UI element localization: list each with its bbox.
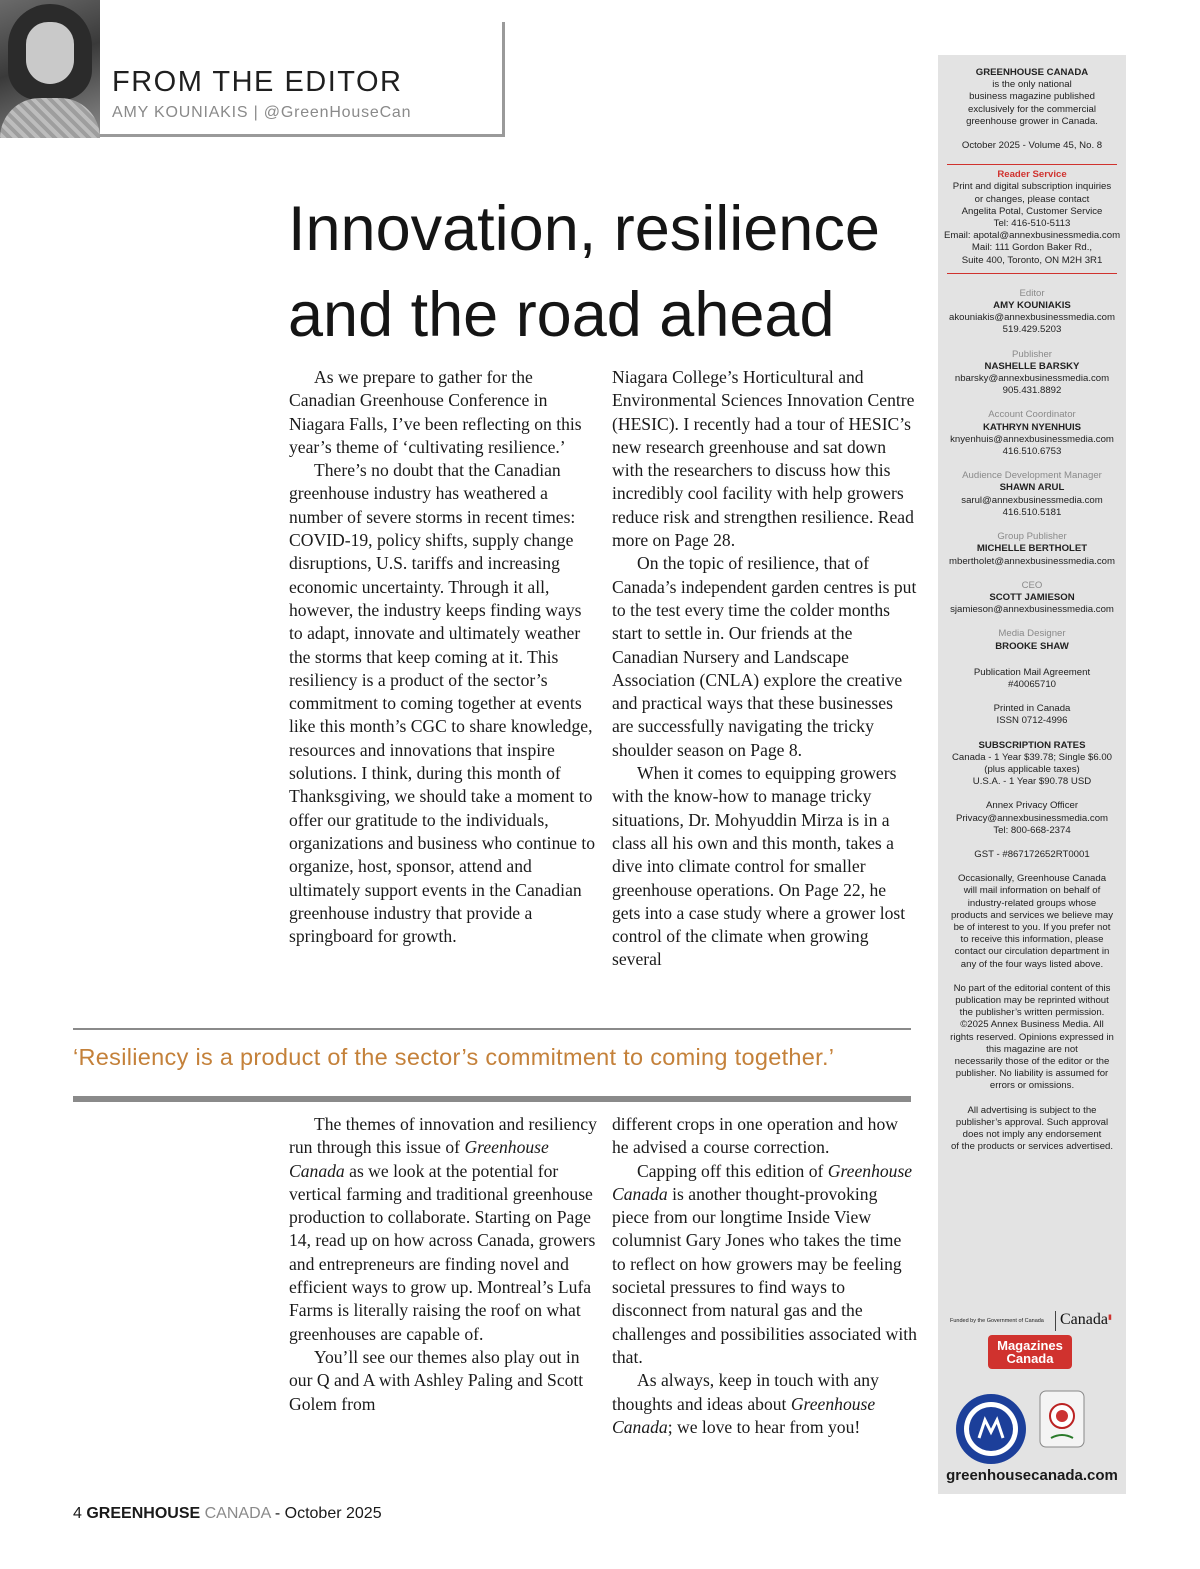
staff-role: Audience Development Manager	[962, 470, 1102, 482]
sub-line: (plus applicable taxes)	[984, 763, 1080, 775]
notice-line: No part of the editorial content of this	[953, 982, 1111, 994]
masthead-sidebar	[938, 55, 1126, 1494]
staff-name: NASHELLE BARSKY	[984, 360, 1080, 372]
funded-text: Funded by the Government of Canada	[950, 1318, 1044, 1324]
magcan-line: Magazines	[997, 1338, 1063, 1353]
reader-service-title: Reader Service	[997, 169, 1067, 181]
staff-role: Publisher	[1012, 348, 1052, 360]
rs-line: Angelita Potal, Customer Service	[961, 205, 1103, 217]
magazine-title: Greenhouse Canada	[289, 1137, 549, 1181]
flag-icon: ▮	[1108, 1314, 1112, 1321]
staff-phone: 416.510.5181	[1002, 506, 1062, 518]
footer-date: - October 2025	[274, 1505, 382, 1522]
paragraph: There’s no doubt that the Canadian greenhouse industry has weathered a number of severe storms in recent times: COVID-19, policy shifts, supply change disruptions, U.S. tariffs and increasing economic uncertainty. Through it all, however, the industry keeps finding ways to adapt, innovate and ultimately weather the storms that keep coming at it. This resiliency is a product of the sector’s commitment to coming together at events like this month’s CGC to share knowledge, resources and innovations that inspire solutions. I think, during this month of Thanksgiving, we should take a moment to offer our gratitude to the individuals, organizations and business who continue to organize, host, sponsor, attend and ultimately support events in the Canadian greenhouse industry that provide a springboard for growth.	[289, 460, 596, 947]
privacy-line: Annex Privacy Officer	[985, 800, 1079, 812]
staff-email: sarul@annexbusinessmedia.com	[961, 494, 1103, 506]
article-column-1	[289, 366, 599, 948]
staff-role: Editor	[1019, 287, 1045, 299]
pull-quote: ‘Resiliency is a product of the sector’s commitment to coming together.’	[73, 1044, 835, 1070]
privacy-line: Tel: 800-668-2374	[993, 824, 1071, 836]
mail-line: Publication Mail Agreement	[973, 666, 1091, 678]
staff-email: sjamieson@annexbusinessmedia.com	[950, 604, 1114, 616]
copyright-notice	[938, 983, 1126, 1093]
staff-role: CEO	[1021, 579, 1043, 591]
pull-quote-top-rule	[73, 1028, 911, 1030]
notice-line: rights reserved. Opinions expressed in	[950, 1031, 1114, 1043]
staff-name: KATHRYN NYENHUIS	[982, 421, 1082, 433]
notice-line: to receive this information, please	[960, 934, 1104, 946]
staff-phone: 905.431.8892	[1002, 385, 1062, 397]
intro-line: business magazine published	[969, 91, 1095, 103]
article-column-4	[612, 1113, 917, 1439]
notice-line: this magazine are not	[986, 1043, 1078, 1055]
staff-phone: 519.429.5203	[1002, 324, 1062, 336]
sub-title: SUBSCRIPTION RATES	[978, 739, 1086, 751]
paragraph	[612, 1369, 917, 1439]
masthead-title: GREENHOUSE CANADA	[975, 67, 1089, 78]
notice-line: publisher. No liability is assumed for	[955, 1068, 1109, 1080]
notice-line: will mail information on behalf of	[963, 885, 1101, 897]
staff-name: BROOKE SHAW	[995, 640, 1069, 652]
notice-line: publisher’s approval. Such approval	[955, 1116, 1109, 1128]
notice-line: Occasionally, Greenhouse Canada	[957, 873, 1107, 885]
section-kicker: FROM THE EDITOR	[112, 66, 403, 98]
mail-line: #40065710	[1007, 678, 1057, 690]
rs-line: Print and digital subscription inquiries	[952, 181, 1112, 193]
staff-audience-dev	[938, 470, 1126, 519]
staff-name: SCOTT JAMIESON	[989, 591, 1075, 603]
staff-publisher	[938, 349, 1126, 398]
notice-line: All advertising is subject to the	[967, 1104, 1097, 1116]
intro-line: exclusively for the commercial	[968, 103, 1096, 115]
staff-media-designer	[938, 628, 1126, 652]
editor-byline: AMY KOUNIAKIS | @GreenHouseCan	[112, 104, 412, 121]
text-run: As always, keep in touch with any thoughts and ideas about	[612, 1370, 879, 1414]
magazine-title: Greenhouse Canada	[612, 1393, 876, 1437]
staff-account-coordinator	[938, 409, 1126, 458]
rs-line: Mail: 111 Gordon Baker Rd.,	[971, 242, 1093, 254]
notice-line: contact our circulation department in	[954, 946, 1110, 958]
advertising-notice	[938, 1105, 1126, 1154]
notice-line: errors or omissions.	[989, 1080, 1075, 1092]
paragraph	[289, 1113, 599, 1346]
staff-role: Media Designer	[998, 628, 1066, 640]
government-of-canada-logo	[950, 1311, 1120, 1333]
mailing-notice	[938, 873, 1126, 971]
notice-line: necessarily those of the editor or the	[954, 1056, 1110, 1067]
headline-line-2: and the road ahead	[288, 280, 835, 350]
text-run: The themes of innovation and resiliency run through this issue of	[289, 1114, 597, 1158]
staff-email: akouniakis@annexbusinessmedia.com	[949, 312, 1115, 324]
paragraph-continued: different crops in one operation and how he advised a course correction.	[612, 1114, 898, 1158]
footer-mag-bold: GREENHOUSE	[86, 1505, 201, 1522]
rs-line: Suite 400, Toronto, ON M2H 3R1	[961, 254, 1103, 266]
notice-line: publication may be reprinted without	[955, 994, 1109, 1006]
canada-wordmark: Canada	[1060, 1311, 1108, 1328]
text-run: ; we love to hear from you!	[667, 1416, 861, 1437]
headline-line-1: Innovation, resilience	[288, 194, 880, 264]
pull-quote-bottom-rule	[73, 1096, 911, 1102]
rs-line: Email: apotal@annexbusinessmedia.com	[943, 230, 1121, 242]
mail-agreement	[938, 667, 1126, 691]
page-footer	[73, 1505, 382, 1523]
text-run: is another thought-provoking piece from our longtime Inside View columnist Gary Jones who takes the time to reflect on how growers may be feeling societal pressures to find ways to disconnect from natural gas and the challenges and possibilities associated with that.	[612, 1183, 917, 1367]
notice-line: ©2025 Annex Business Media. All	[960, 1019, 1104, 1031]
staff-name: SHAWN ARUL	[999, 482, 1065, 494]
editor-photo-face	[26, 22, 74, 84]
text-run: Capping off this edition of	[637, 1160, 828, 1181]
flowers-canada-seal-icon	[1039, 1390, 1085, 1448]
privacy-officer	[938, 800, 1126, 837]
staff-ceo	[938, 580, 1126, 617]
notice-line: industry-related groups whose	[967, 897, 1097, 909]
gst-number: GST - #867172652RT0001	[974, 848, 1090, 860]
staff-phone: 416.510.6753	[1002, 446, 1062, 458]
magazines-canada-logo	[988, 1335, 1072, 1369]
printed-line: ISSN 0712-4996	[996, 715, 1068, 727]
issue-info: October 2025 - Volume 45, No. 8	[961, 140, 1103, 152]
notice-line: does not imply any endorsement	[962, 1129, 1102, 1141]
staff-role: Group Publisher	[997, 531, 1067, 543]
rs-line: Tel: 416-510-5113	[993, 218, 1071, 230]
staff-role: Account Coordinator	[988, 409, 1076, 421]
notice-line: of the products or services advertised.	[950, 1141, 1114, 1153]
logo-separator	[1055, 1311, 1056, 1331]
website-url[interactable]: greenhousecanada.com	[946, 1467, 1118, 1484]
article-column-3	[289, 1113, 599, 1416]
subscription-rates	[938, 740, 1126, 789]
sub-line: U.S.A. - 1 Year $90.78 USD	[972, 776, 1092, 788]
aam-seal-icon	[954, 1392, 1028, 1466]
masthead-intro	[938, 79, 1126, 128]
reader-service	[938, 181, 1126, 266]
staff-editor	[938, 288, 1126, 337]
paragraph: You’ll see our themes also play out in our Q and A with Ashley Paling and Scott Golem from	[289, 1346, 584, 1414]
intro-line: is the only national	[992, 79, 1072, 91]
staff-email: knyenhuis@annexbusinessmedia.com	[950, 433, 1114, 445]
notice-line: the publisher’s written permission.	[959, 1007, 1105, 1019]
editor-photo	[0, 0, 100, 138]
paragraph: As we prepare to gather for the Canadian Greenhouse Conference in Niagara Falls, I’ve been reflecting on this year’s theme of ‘cultivating resilience.’	[289, 367, 582, 457]
paragraph: When it comes to equipping growers with the know-how to manage tricky situations, Dr. Mohyuddin Mirza is in a class all his own and this month, takes a dive into climate control for smaller greenhouse operations. On Page 22, he gets into a case study where a grower lost control of the climate when growing several	[612, 763, 906, 970]
staff-email: nbarsky@annexbusinessmedia.com	[954, 373, 1110, 385]
printed-line: Printed in Canada	[993, 703, 1071, 715]
notice-line: products and services we believe may	[950, 909, 1114, 921]
intro-line: greenhouse grower in Canada.	[966, 115, 1098, 127]
editor-photo-shoulders	[0, 98, 100, 138]
magazine-title: Greenhouse Canada	[612, 1160, 913, 1204]
rs-line: or changes, please contact	[974, 193, 1090, 205]
page-number: 4	[73, 1505, 82, 1522]
article-column-2	[612, 366, 917, 972]
staff-name: AMY KOUNIAKIS	[993, 300, 1071, 312]
privacy-line: Privacy@annexbusinessmedia.com	[955, 812, 1109, 824]
paragraph: On the topic of resilience, that of Canada’s independent garden centres is put to the test every time the colder months start to settle in. Our friends at the Canadian Nursery and Landscape Association (CNLA) explore the creative and practical ways that these businesses are successfully navigating the tricky shoulder season on Page 8.	[612, 553, 917, 760]
notice-line: be of interest to you. If you prefer not	[953, 921, 1111, 933]
printed-info	[938, 703, 1126, 727]
notice-line: any of the four ways listed above.	[960, 958, 1104, 970]
article-headline	[288, 186, 928, 358]
staff-name: MICHELLE BERTHOLET	[976, 543, 1088, 555]
paragraph-continued: Niagara College’s Horticultural and Environmental Sciences Innovation Centre (HESIC). I recently had a tour of HESIC’s new research greenhouse and sat down with the researchers to discuss how this incredibly cool facility with help growers reduce risk and strengthen resilience. Read more on Page 28.	[612, 367, 915, 551]
paragraph	[612, 1160, 917, 1370]
sub-line: Canada - 1 Year $39.78; Single $6.00	[951, 751, 1113, 763]
text-run: as we look at the potential for vertical farming and traditional greenhouse production to collaborate. Starting on Page 14, read up on how across Canada, growers and entrepreneurs are finding novel and efficient ways to grow up. Montreal’s Lufa Farms is literally raising the roof on what greenhouses are capable of.	[289, 1160, 596, 1344]
footer-mag-light: CANADA	[204, 1505, 271, 1522]
staff-group-publisher	[938, 531, 1126, 568]
magcan-line: Canada	[1006, 1351, 1054, 1366]
staff-email: mbertholet@annexbusinessmedia.com	[949, 555, 1115, 567]
